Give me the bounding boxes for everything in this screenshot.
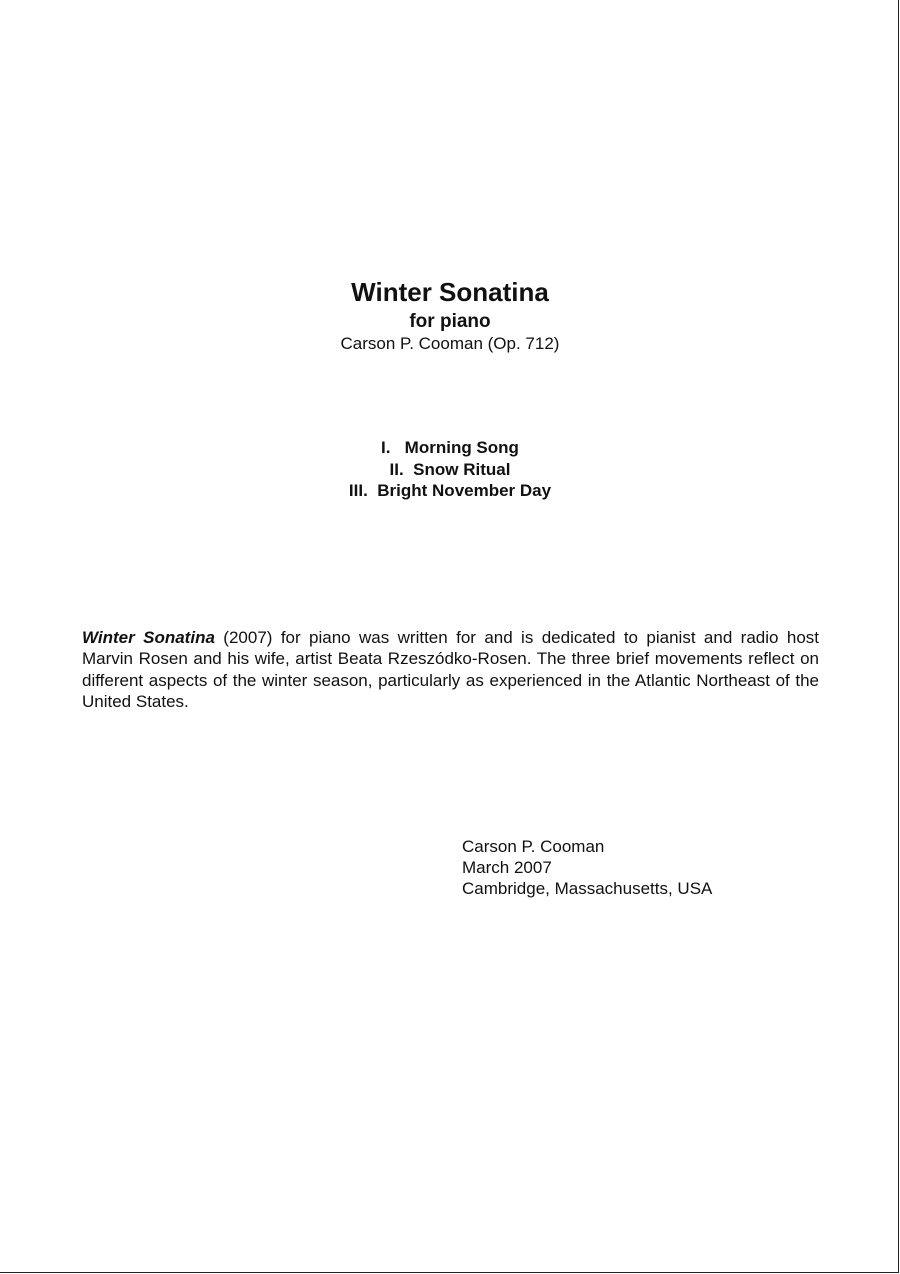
movement-numeral: II. — [389, 459, 404, 479]
movement-item — [0, 459, 900, 481]
movement-list — [0, 437, 900, 502]
signature-name: Carson P. Cooman — [462, 837, 605, 856]
work-title: Winter Sonatina — [351, 277, 549, 307]
movement-numeral: III. — [348, 481, 368, 500]
signature-date: March 2007 — [462, 858, 552, 877]
movement-name: Morning Song — [404, 438, 519, 457]
program-note — [82, 627, 819, 712]
instrumentation: for piano — [409, 311, 491, 332]
program-note-text: (2007) for piano was written for and is dedicated to pianist and radio host Marvin Rosen and his wife, artist Beata Rzeszódko-Rosen. The three brief movements reflect on different aspects of the winter season, particularly as experienced in the Atlantic Northeast of the United States. — [82, 628, 819, 711]
movement-numeral: I. — [381, 438, 391, 457]
program-note-lead: Winter Sonatina — [82, 628, 215, 647]
movement-item — [0, 480, 900, 502]
signature-block — [462, 836, 712, 899]
movement-item — [0, 437, 900, 459]
movement-name: Snow Ritual — [413, 459, 511, 479]
signature-place: Cambridge, Massachusetts, USA — [462, 879, 713, 898]
movement-name: Bright November Day — [377, 481, 552, 500]
composer-opus: Carson P. Cooman (Op. 712) — [340, 334, 560, 353]
